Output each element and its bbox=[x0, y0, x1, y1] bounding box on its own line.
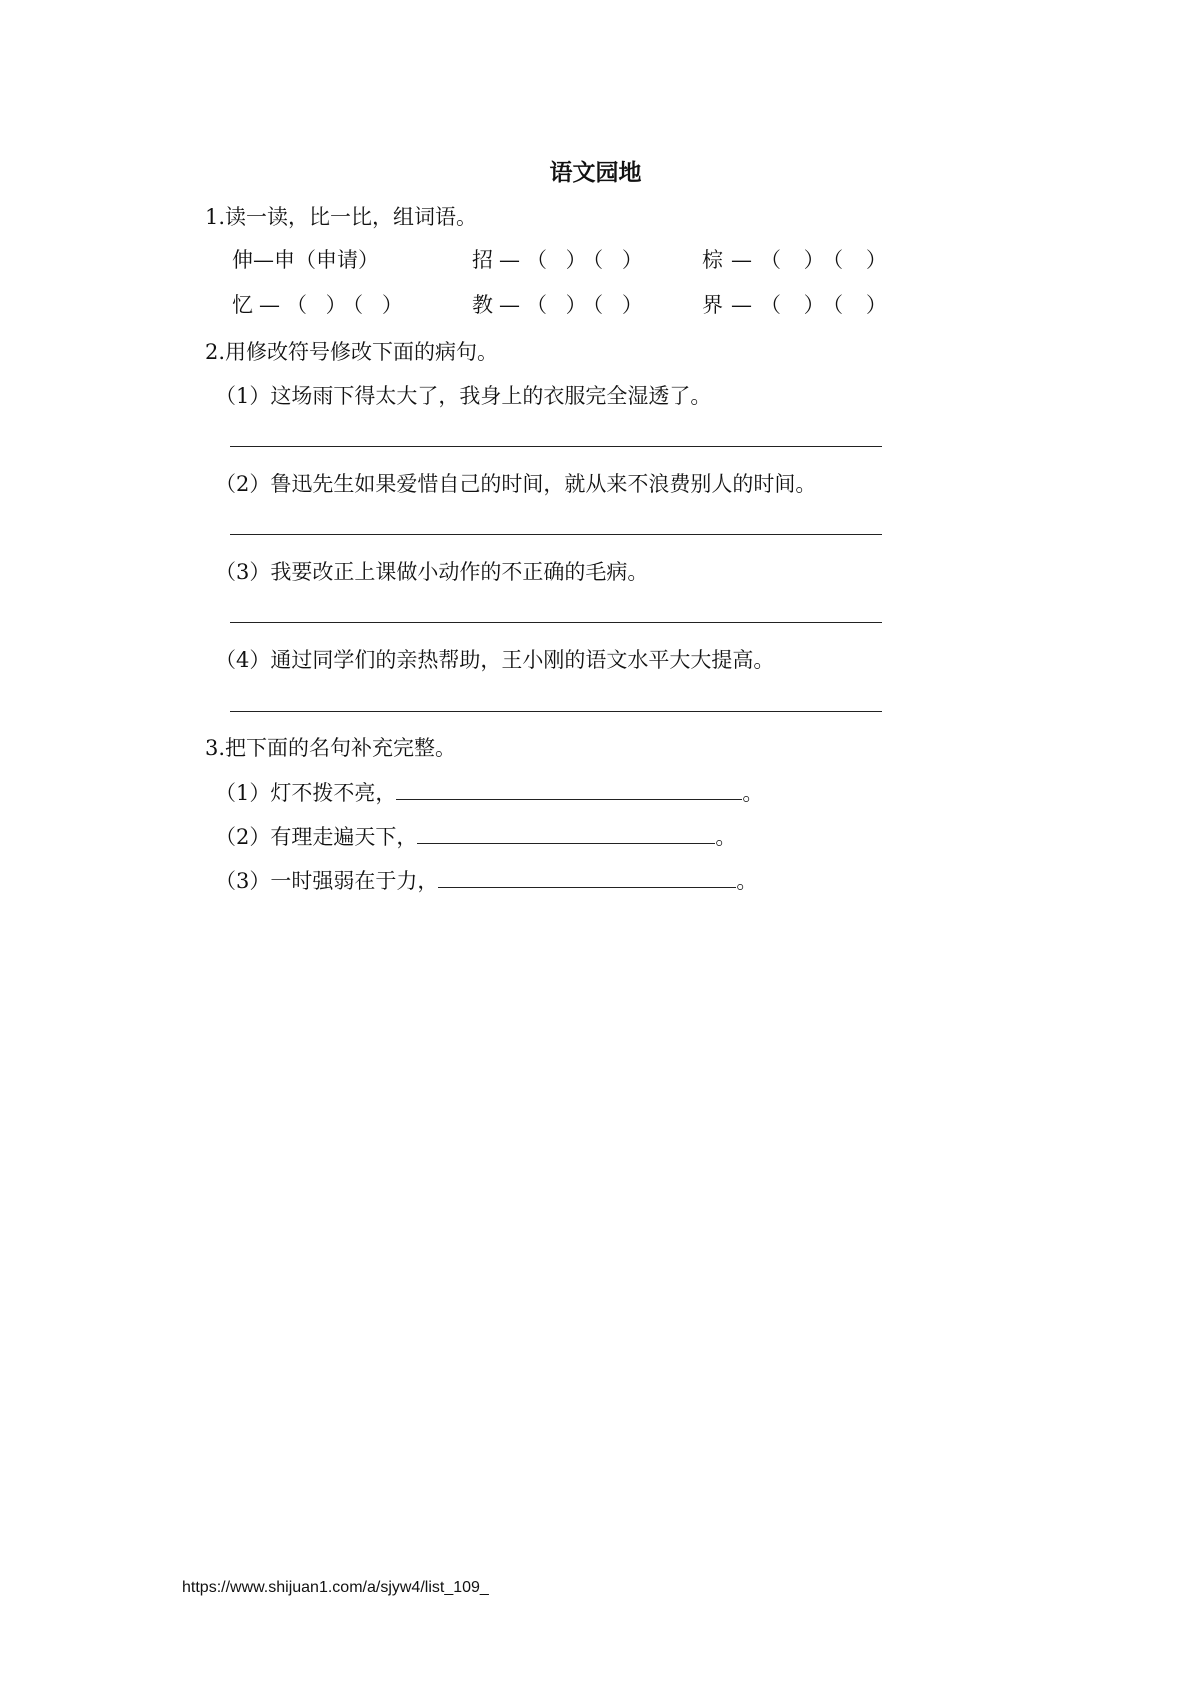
q3-item-2-suffix: 。 bbox=[715, 825, 737, 849]
q3-heading: 3.把下面的名句补充完整。 bbox=[205, 736, 457, 760]
q2-item-3: （3）我要改正上课做小动作的不正确的毛病。 bbox=[215, 560, 649, 584]
q3-item-1 bbox=[215, 779, 763, 807]
q1-row2-item-3 bbox=[702, 291, 895, 319]
q1-row2-item-1 bbox=[232, 291, 409, 319]
q1-row1-item-2 bbox=[472, 246, 649, 274]
q3-item-3 bbox=[215, 867, 757, 895]
q1-row2-item-2-text: 教—（ ）（ ） bbox=[472, 293, 649, 317]
q3-item-1-prefix: （1）灯不拨不亮， bbox=[215, 781, 397, 805]
page-title: 语文园地 bbox=[549, 159, 642, 186]
q1-row1-item-1: 伸—申（申请） bbox=[232, 248, 379, 272]
q2-answer-line-2[interactable] bbox=[230, 534, 882, 535]
q3-item-3-blank[interactable] bbox=[438, 867, 736, 888]
q1-row1-item-2-text: 招—（ ）（ ） bbox=[472, 248, 649, 272]
q2-answer-line-1[interactable] bbox=[230, 446, 882, 447]
q1-row2-item-2 bbox=[472, 291, 649, 319]
q3-item-2 bbox=[215, 823, 736, 851]
q2-answer-line-3[interactable] bbox=[230, 622, 882, 623]
q1-row1-item-3-text: 棕—（ ）（ ） bbox=[702, 248, 895, 272]
q3-item-1-blank[interactable] bbox=[396, 779, 742, 800]
footer-url[interactable]: https://www.shijuan1.com/a/sjyw4/list_109_ bbox=[182, 1579, 489, 1596]
q3-item-3-suffix: 。 bbox=[736, 869, 758, 893]
q2-item-1: （1）这场雨下得太大了，我身上的衣服完全湿透了。 bbox=[215, 384, 712, 408]
q1-heading: 1.读一读，比一比，组词语。 bbox=[205, 205, 478, 229]
q3-item-2-blank[interactable] bbox=[417, 823, 715, 844]
q1-row1-item-3 bbox=[702, 246, 895, 274]
q2-item-4: （4）通过同学们的亲热帮助，王小刚的语文水平大大提高。 bbox=[215, 648, 775, 672]
q3-item-3-prefix: （3）一时强弱在于力， bbox=[215, 869, 439, 893]
q1-row2-item-1-text: 忆—（ ）（ ） bbox=[232, 293, 409, 317]
q1-row2-item-3-text: 界—（ ）（ ） bbox=[702, 293, 895, 317]
q2-answer-line-4[interactable] bbox=[230, 711, 882, 712]
q2-heading: 2.用修改符号修改下面的病句。 bbox=[205, 340, 499, 364]
q2-item-2: （2）鲁迅先生如果爱惜自己的时间，就从来不浪费别人的时间。 bbox=[215, 472, 817, 496]
q3-item-1-suffix: 。 bbox=[742, 781, 764, 805]
q3-item-2-prefix: （2）有理走遍天下， bbox=[215, 825, 418, 849]
